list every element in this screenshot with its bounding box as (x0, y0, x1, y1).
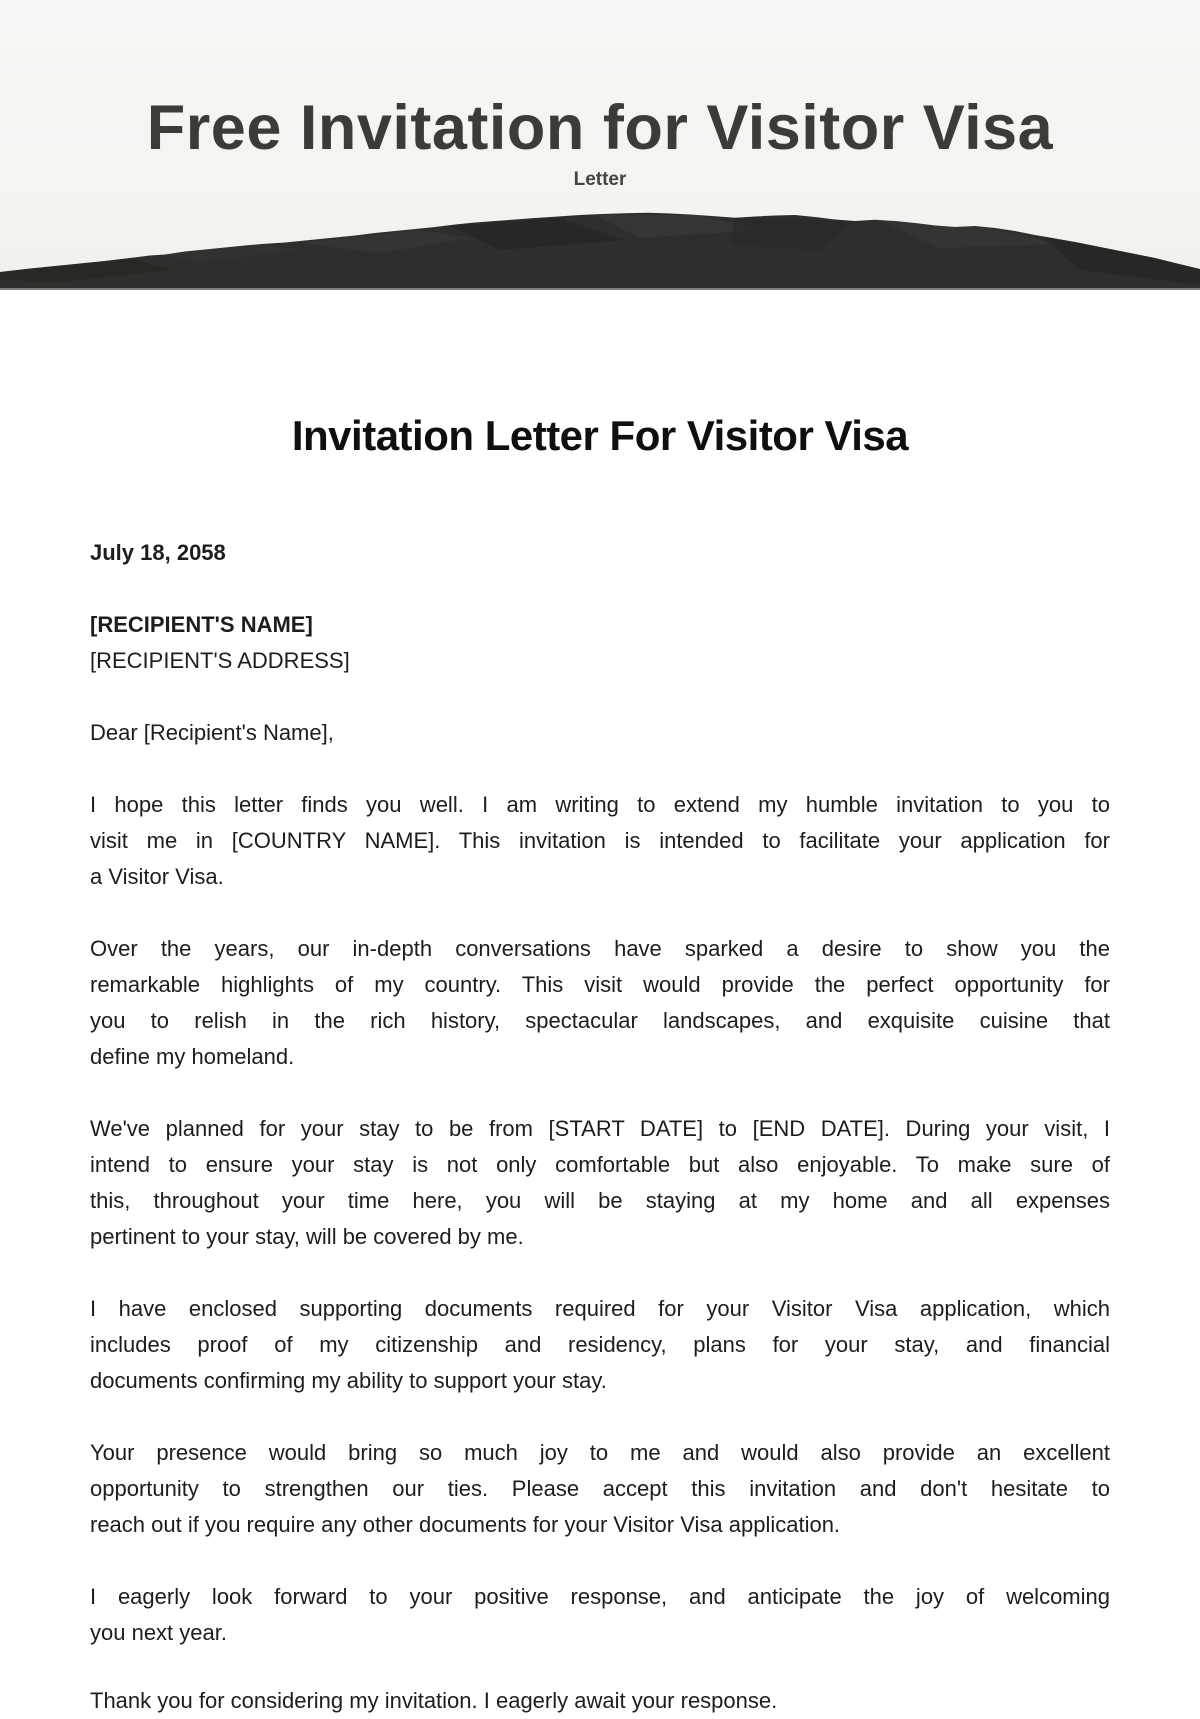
template-header (0, 0, 1200, 290)
letter-paragraph (90, 1111, 1110, 1255)
letter-line: you next year. (90, 1620, 227, 1645)
salutation: Dear [Recipient's Name], (90, 720, 334, 745)
letter-line: you to relish in the rich history, spectacular landscapes, and exquisite cuisine that (90, 1008, 1110, 1033)
letter-paragraph (90, 931, 1110, 1075)
recipient-address: [RECIPIENT'S ADDRESS] (90, 648, 350, 673)
letter-paragraph (90, 1435, 1110, 1543)
letter-line: I eagerly look forward to your positive response, and anticipate the joy of welcoming (90, 1584, 1110, 1609)
letter-paragraph (90, 1579, 1110, 1651)
letter-date: July 18, 2058 (90, 540, 226, 565)
recipient-name: [RECIPIENT'S NAME] (90, 612, 313, 637)
letter-line: includes proof of my citizenship and residency, plans for your stay, and financial (90, 1332, 1110, 1357)
letter-line: I hope this letter finds you well. I am writing to extend my humble invitation to you to (90, 792, 1110, 817)
letter-paragraph (90, 787, 1110, 895)
letter-line: Over the years, our in-depth conversations have sparked a desire to show you the (90, 936, 1110, 961)
letter-title: Invitation Letter For Visitor Visa (291, 412, 909, 459)
letter-paragraph (90, 1291, 1110, 1399)
letter-line: define my homeland. (90, 1044, 295, 1069)
letter-line: this, throughout your time here, you will be staying at my home and all expenses (90, 1188, 1110, 1213)
dunes-image (0, 210, 1200, 290)
letter-line: documents confirming my ability to support your stay. (90, 1368, 607, 1393)
letter-line: pertinent to your stay, will be covered by me. (90, 1224, 524, 1249)
letter-line: Your presence would bring so much joy to me and would also provide an excellent (90, 1440, 1110, 1465)
recipient-block (90, 607, 1110, 679)
letter-closing-line: Thank you for considering my invitation. I eagerly await your response. (90, 1688, 778, 1713)
letter-line: a Visitor Visa. (90, 864, 224, 889)
letter-line: reach out if you require any other documents for your Visitor Visa application. (90, 1512, 841, 1537)
template-subtitle: Letter (573, 169, 627, 190)
letter-line: We've planned for your stay to be from [START DATE] to [END DATE]. During your visit, I (90, 1116, 1110, 1141)
letter-line: opportunity to strengthen our ties. Please accept this invitation and don't hesitate to (90, 1476, 1110, 1501)
letter-line: I have enclosed supporting documents required for your Visitor Visa application, which (90, 1296, 1110, 1321)
letter-line: intend to ensure your stay is not only comfortable but also enjoyable. To make sure of (90, 1152, 1110, 1177)
letter-line: remarkable highlights of my country. This visit would provide the perfect opportunity for (90, 972, 1110, 997)
template-title: Free Invitation for Visitor Visa (146, 93, 1054, 163)
letter-line: visit me in [COUNTRY NAME]. This invitation is intended to facilitate your application for (90, 828, 1110, 853)
letter-document (0, 411, 1200, 1719)
